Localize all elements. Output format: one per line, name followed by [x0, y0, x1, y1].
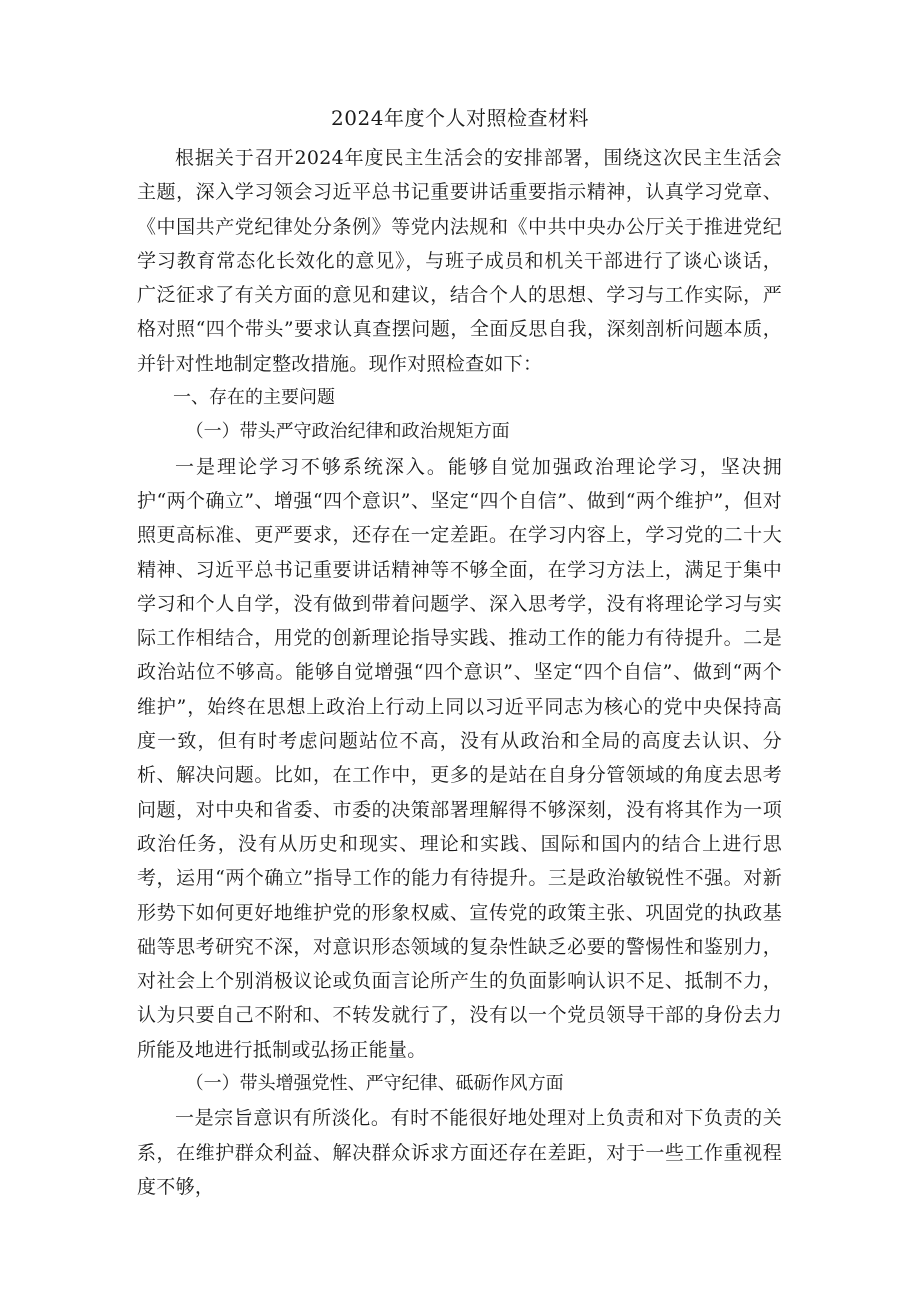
- intro-paragraph: 根据关于召开2024年度民主生活会的安排部署，围绕这次民主生活会主题，深入学习领会习近平总书记重要讲话重要指示精神，认真学习党章、《中国共产党纪律处分条例》等党内法规和《中共中央办公厅关于推进党纪学习教育常态化长效化的意见》，与班子成员和机关干部进行了谈心谈话，广泛征求了有关方面的意见和建议，结合个人的思想、学习与工作实际，严格对照“四个带头”要求认真查摆问题，全面反思自我，深刻剖析问题本质，并针对性地制定整改措施。现作对照检查如下：: [137, 147, 782, 375]
- subsection-body-1: 一是理论学习不够系统深入。能够自觉加强政治理论学习，坚决拥护“两个确立”、增强“四个意识”、坚定“四个自信”、做到“两个维护”，但对照更高标准、更严要求，还存在一定差距。在学习内容上，学习党的二十大精神、习近平总书记重要讲话精神等不够全面，在学习方法上，满足于集中学习和个人自学，没有做到带着问题学、深入思考学，没有将理论学习与实际工作相结合，用党的创新理论指导实践、推动工作的能力有待提升。二是政治站位不够高。能够自觉增强“四个意识”、坚定“四个自信”、做到“两个维护”，始终在思想上政治上行动上同以习近平同志为核心的党中央保持高度一致，但有时考虑问题站位不高，没有从政治和全局的高度去认识、分析、解决问题。比如，在工作中，更多的是站在自身分管领域的角度去思考问题，对中央和省委、市委的决策部署理解得不够深刻，没有将其作为一项政治任务，没有从历史和现实、理论和实践、国际和国内的结合上进行思考，运用“两个确立”指导工作的能力有待提升。三是政治敏锐性不强。对新形势下如何更好地维护党的形象权威、宣传党的政策主张、巩固党的执政基础等思考研究不深，对意识形态领域的复杂性缺乏必要的警惕性和鉴别力，对社会上个别消极议论或负面言论所产生的负面影响认识不足、抵制不力，认为只要自己不附和、不转发就行了，没有以一个党员领导干部的身份去力所能及地进行抵制或弘扬正能量。: [137, 455, 782, 1061]
- document-body: [137, 141, 782, 1204]
- section-heading: 一、存在的主要问题: [173, 387, 335, 409]
- subsection-body-2: 一是宗旨意识有所淡化。有时不能很好地处理对上负责和对下负责的关系，在维护群众利益、解决群众诉求方面还存在差距，对于一些工作重视程度不够，: [137, 1107, 782, 1198]
- subsection-heading-1: （一）带头严守政治纪律和政治规矩方面: [185, 421, 510, 443]
- document-title: 2024年度个人对照检查材料: [331, 106, 589, 130]
- subsection-heading-2: （一）带头增强党性、严守纪律、砥砺作风方面: [185, 1073, 564, 1095]
